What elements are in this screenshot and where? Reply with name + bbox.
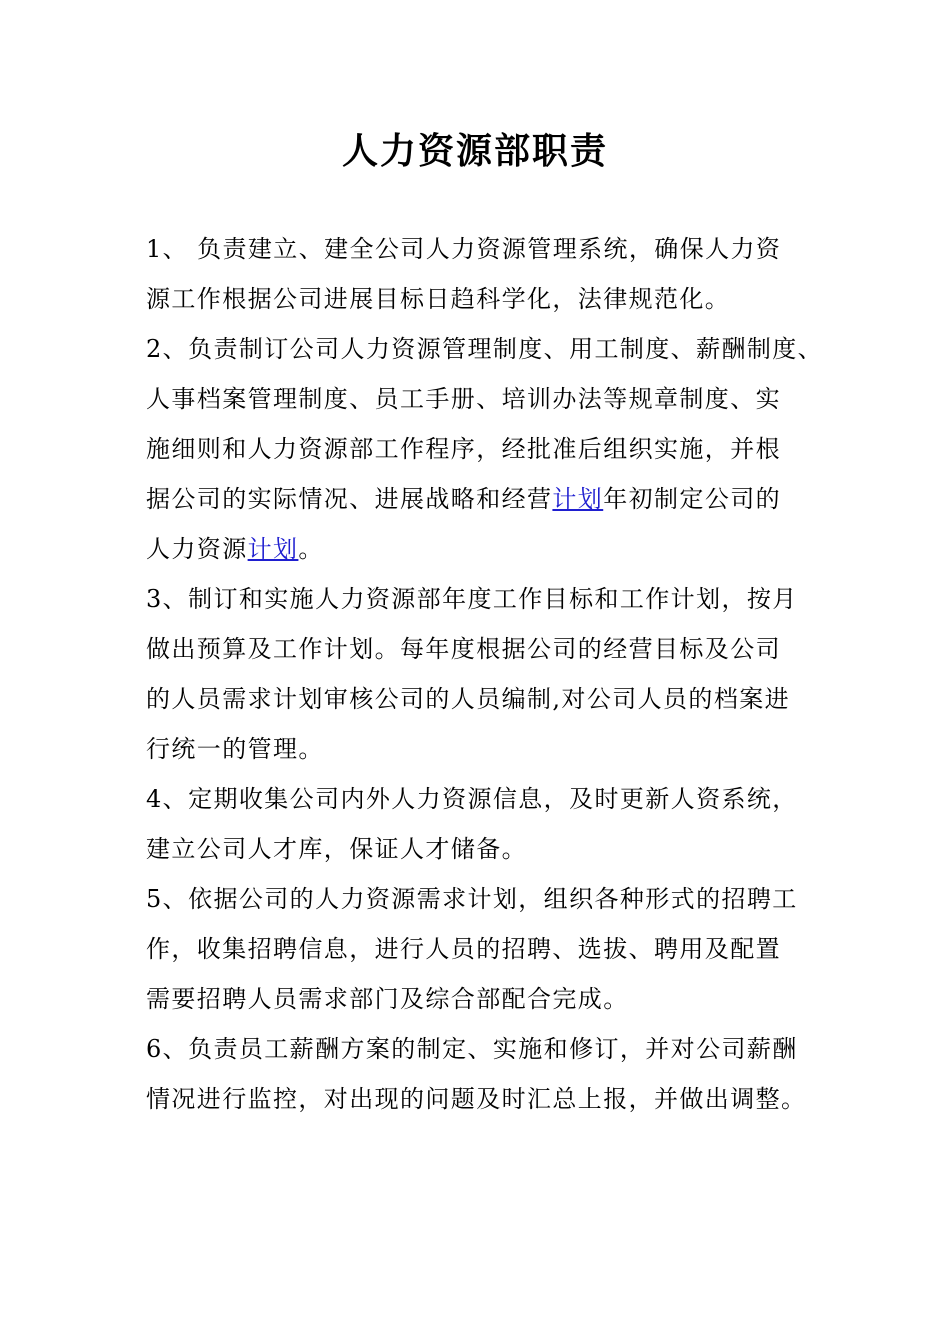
page-title: 人力资源部职责 xyxy=(341,130,608,172)
plan-link[interactable]: 计划 xyxy=(552,485,604,513)
text-line: 行统一的管理。 xyxy=(146,735,324,763)
text-line: 2、负责制订公司人力资源管理制度、用工制度、薪酬制度、 xyxy=(146,335,824,363)
text-line: 建立公司人才库，保证人才储备。 xyxy=(146,835,527,863)
text-line: 情况进行监控，对出现的问题及时汇总上报，并做出调整。 xyxy=(146,1085,807,1113)
text-line: 6、负责员工薪酬方案的制定、实施和修订，并对公司薪酬 xyxy=(146,1035,798,1063)
text-segment: 据公司的实际情况、进展战略和经营 xyxy=(146,485,553,513)
text-line xyxy=(146,531,324,567)
plan-link[interactable]: 计划 xyxy=(247,535,299,563)
text-line: 的人员需求计划审核公司的人员编制,对公司人员的档案进 xyxy=(146,685,791,713)
text-line: 5、依据公司的人力资源需求计划，组织各种形式的招聘工 xyxy=(146,885,798,913)
text-line xyxy=(146,481,781,517)
text-line: 作，收集招聘信息，进行人员的招聘、选拔、聘用及配置 xyxy=(146,935,781,963)
text-line: 3、制订和实施人力资源部年度工作目标和工作计划，按月 xyxy=(146,585,798,613)
text-line: 需要招聘人员需求部门及综合部配合完成。 xyxy=(146,985,629,1013)
text-line: 施细则和人力资源部工作程序，经批准后组织实施，并根 xyxy=(146,435,781,463)
text-segment: 年初制定公司的 xyxy=(603,485,782,513)
text-segment: 人力资源 xyxy=(146,535,248,563)
text-line: 人事档案管理制度、员工手册、培训办法等规章制度、实 xyxy=(146,385,781,413)
text-line: 1、 负责建立、建全公司人力资源管理系统，确保人力资 xyxy=(146,235,782,263)
text-segment: 。 xyxy=(298,535,324,563)
text-line: 4、定期收集公司内外人力资源信息，及时更新人资系统， xyxy=(146,785,798,813)
text-line: 源工作根据公司进展目标日趋科学化，法律规范化。 xyxy=(146,285,731,313)
text-line: 做出预算及工作计划。每年度根据公司的经营目标及公司 xyxy=(146,635,781,663)
